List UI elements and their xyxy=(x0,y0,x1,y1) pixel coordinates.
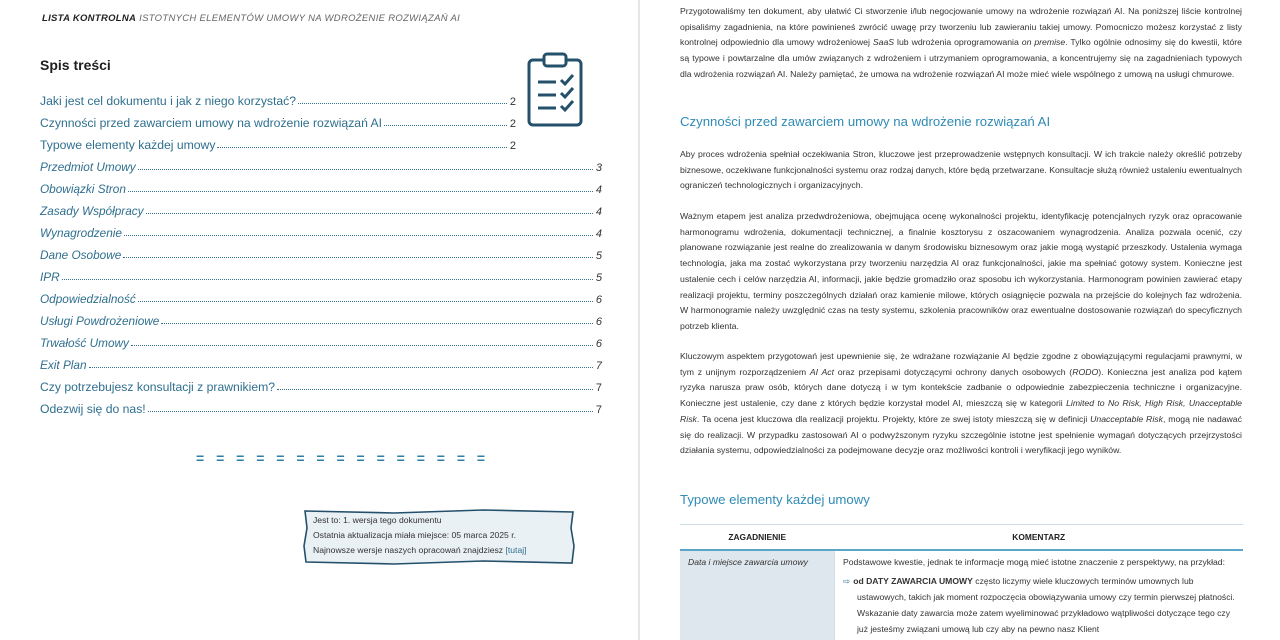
compliance-text-b: oraz przepisami dotyczącymi ochrony danych osobowych ( xyxy=(837,366,1073,377)
toc-leader xyxy=(298,103,507,104)
toc-item-page: 3 xyxy=(595,162,602,174)
toc-item-page: 2 xyxy=(509,140,516,152)
toc-leader xyxy=(148,411,593,412)
toc-leader xyxy=(277,389,593,390)
section-heading-typical-elements: Typowe elementy każdej umowy xyxy=(680,492,870,507)
table-cell-topic: Data i miejsce zawarcia umowy xyxy=(680,550,835,640)
toc-leader xyxy=(62,279,593,280)
toc-item-page: 6 xyxy=(595,316,602,328)
toc-item[interactable] xyxy=(40,372,602,394)
compliance-text-c: ). Konieczna jest analiza pod kątem ryzyka narusza praw osób, których dane dotyczą i w tym kontekście zadbanie o odpowiednie zabezpieczenia techniczne i organizacyjne. Konieczne jest ustalenie, czy dane z których będzie korzystał model AI, mieszczą się w kategorii xyxy=(680,366,1243,409)
intro-text-b: lub wdrożenia oprogramowania xyxy=(897,37,1019,48)
toc-item[interactable] xyxy=(40,350,602,372)
comment-intro: Podstawowe kwestie, jednak te informacje mogą mieć istotne znaczenie z perspektywy, na przykład: xyxy=(843,557,1225,567)
compliance-rodo: RODO xyxy=(1072,366,1099,377)
note-updated: Ostatnia aktualizacja miała miejsce: 05 marca 2025 r. xyxy=(313,530,517,540)
toc-leader xyxy=(124,235,593,236)
toc-item-label: Odpowiedzialność xyxy=(40,292,136,306)
toc-item-label: Przedmiot Umowy xyxy=(40,160,136,174)
page-header xyxy=(42,13,460,24)
toc-item-page: 5 xyxy=(595,272,602,284)
toc-item[interactable] xyxy=(40,306,602,328)
toc-item[interactable] xyxy=(40,328,602,350)
comment-bullet xyxy=(843,573,1235,637)
toc-item-page: 2 xyxy=(509,96,516,108)
compliance-text-e: , mogą nie nadawać się do realizacji. W przypadku zastosowań AI o podwyższonym ryzyku szczególnie istotne jest spełnienie wymagań dotyczących przejrzystości działania systemu, odpowiedzialności za podejmowane decyzje oraz możliwości kontroli i weryfikacji jego wyników. xyxy=(680,413,1242,456)
toc-item-page: 4 xyxy=(595,206,602,218)
bullet-text: często liczymy wiele kluczowych terminów umownych lub ustawowych, takich jak moment rozpoczęcia obowiązywania umowy czy termin pierwszej płatności. Wskazanie daty zawarcia może zatem wyeliminować przykładowo wątpliwości dotyczące tego czy już jesteśmy związani umową lub czy aby na pewno nasz Klient xyxy=(857,576,1235,634)
toc-item[interactable] xyxy=(40,218,602,240)
intro-saas: SaaS xyxy=(872,37,895,48)
compliance-risk-categories: Limited to No Risk, High Risk, Unacceptable Risk xyxy=(680,398,1243,424)
paragraph-consultations: Aby proces wdrożenia spełniał oczekiwania Stron, kluczowe jest przeprowadzenie wstępnych konsultacji. W ich trakcie należy określić potrzeby biznesowe, oczekiwane funkcjonalności systemu oraz rodzaj danych, które będą przetwarzane. Konsultacje służą również ustaleniu ewentualnych ograniczeń technologicznych i organizacyjnych. xyxy=(680,149,1242,191)
toc-leader xyxy=(217,147,506,148)
note-latest-text: Najnowsze wersje naszych opracowań znajdziesz xyxy=(313,545,504,555)
table-of-contents xyxy=(40,86,602,416)
note-latest xyxy=(313,543,527,558)
toc-item-page: 5 xyxy=(595,250,602,262)
intro-onprem: on premise xyxy=(1021,37,1066,48)
toc-leader xyxy=(138,169,593,170)
version-note-box xyxy=(302,508,576,566)
note-link[interactable]: [tutaj] xyxy=(505,545,527,555)
toc-item-page: 7 xyxy=(595,404,602,416)
toc-item-label: Usługi Powdrożeniowe xyxy=(40,314,160,328)
toc-leader xyxy=(138,301,593,302)
toc-item[interactable] xyxy=(40,240,602,262)
toc-item-page: 6 xyxy=(595,338,602,350)
arrow-right-icon: ⇨ xyxy=(843,576,851,586)
elements-table xyxy=(680,524,1243,640)
bullet-bold: od DATY ZAWARCIA UMOWY xyxy=(853,576,973,586)
toc-item-page: 2 xyxy=(509,118,516,130)
table-header-row xyxy=(680,525,1243,551)
decorative-separator: = = = = = = = = = = = = = = = xyxy=(196,450,490,466)
toc-item-label: Zasady Współpracy xyxy=(40,204,144,218)
compliance-ai-act: AI Act xyxy=(809,366,835,377)
toc-item-label: Wynagrodzenie xyxy=(40,226,122,240)
note-version: Jest to: 1. wersja tego dokumentu xyxy=(313,515,442,525)
toc-item[interactable] xyxy=(40,130,516,152)
compliance-text-a: Kluczowym aspektem przygotowań jest upewnienie się, że wdrażane rozwiązanie AI będzie zgodne z obowiązującymi regulacjami prawnymi, w tym z unijnym rozporządzeniem xyxy=(680,351,1242,377)
toc-item-label: IPR xyxy=(40,270,60,284)
table-cell-comment xyxy=(835,550,1244,640)
toc-item-label: Typowe elementy każdej umowy xyxy=(40,138,216,152)
column-header-topic: ZAGADNIENIE xyxy=(680,525,835,551)
table-row xyxy=(680,550,1243,640)
intro-paragraph xyxy=(680,4,1242,83)
toc-leader xyxy=(89,367,593,368)
toc-item[interactable] xyxy=(40,86,516,108)
document-page-right xyxy=(640,0,1280,640)
toc-item-label: Exit Plan xyxy=(40,358,87,372)
toc-leader xyxy=(123,257,593,258)
paragraph-analysis: Ważnym etapem jest analiza przedwdrożeniowa, obejmująca ocenę wykonalności projektu, identyfikację potencjalnych ryzyk oraz opracowanie harmonogramu wdrożenia, dokumentacji technicznej, a finalnie kosztorysu z oszacowaniem wynagrodzenia. Analiza pozwala ocenić, czy planowane rozwiązanie jest realne do zrealizowania w danym środowisku biznesowym oraz jakie mogą wystąpić przeszkody. Ustalenia wymaga technologia, jaka ma zostać wykorzystana przy tworzeniu narzędzia AI oraz funkcjonalności, jakie ma spełniać gotowy system. Konieczne jest ustalenie cech i celów narzędzia AI, informacji, jakie będzie gromadziło oraz sposobu ich wykorzystania. Harmonogram powinien zawierać etapy realizacji projektu, terminy poszczególnych działań oraz kamienie milowe, których osiągnięcie pozwala na przejście do kolejnych faz wdrożenia. W harmonogramie należy uwzględnić czas na testy systemu, szkolenia pracowników oraz ewentualne dostosowanie rozwiązań do specyficznych potrzeb klienta. xyxy=(680,211,1242,331)
toc-item[interactable] xyxy=(40,196,602,218)
document-page-left xyxy=(0,0,639,640)
header-bold: LISTA KONTROLNA xyxy=(42,13,137,24)
toc-item-page: 4 xyxy=(595,228,602,240)
toc-item-label: Czynności przed zawarciem umowy na wdrożenie rozwiązań AI xyxy=(40,116,383,130)
toc-item[interactable] xyxy=(40,108,516,130)
toc-leader xyxy=(384,125,507,126)
compliance-unacceptable: Unacceptable Risk xyxy=(1090,413,1163,424)
toc-item-label: Obowiązki Stron xyxy=(40,182,126,196)
section-heading-pre-contract: Czynności przed zawarciem umowy na wdrożenie rozwiązań AI xyxy=(680,114,1051,129)
toc-item-label: Jaki jest cel dokumentu i jak z niego korzystać? xyxy=(40,94,297,108)
compliance-text-d: . Ta ocena jest kluczowa dla realizacji projektu. Projekty, które ze swej istoty mieszczą się w definicji xyxy=(696,413,1088,424)
intro-text-c: . Tylko ogólnie odnosimy się do kwestii, które są typowe i powtarzalne dla umów związanych z wdrożeniem i utrzymaniem oprogramowania, a koncentrujemy się na zagadnieniach typowych dla wdrożenia rozwiązań AI. Należy pamiętać, że umowa na wdrożenie rozwiązań AI może mieć wiele wspólnego z umową na usługi chmurowe. xyxy=(680,37,1243,79)
toc-item[interactable] xyxy=(40,174,602,196)
toc-item[interactable] xyxy=(40,262,602,284)
intro-text-a: Przygotowaliśmy ten dokument, aby ułatwić Ci stworzenie i/lub negocjowanie umowy na wdrożenie rozwiązań AI. Na poniższej liście kontrolnej opisaliśmy zagadnienia, na które powinieneś zwrócić uwagę przy tworzeniu lub zawieraniu takiej umowy. Pomocniczo możesz korzystać z listy kontrolnej odpowiednio dla umowy wdrożeniowej xyxy=(680,6,1242,48)
toc-item-page: 7 xyxy=(595,382,602,394)
toc-item-page: 7 xyxy=(595,360,602,372)
paragraph-compliance xyxy=(680,349,1242,459)
toc-item[interactable] xyxy=(40,284,602,306)
toc-leader xyxy=(146,213,593,214)
toc-item-label: Dane Osobowe xyxy=(40,248,122,262)
toc-item[interactable] xyxy=(40,152,602,174)
toc-leader xyxy=(128,191,593,192)
toc-item-label: Czy potrzebujesz konsultacji z prawnikiem? xyxy=(40,380,276,394)
toc-leader xyxy=(131,345,593,346)
header-rest: ISTOTNYCH ELEMENTÓW UMOWY NA WDROŻENIE ROZWIĄZAŃ AI xyxy=(139,13,461,24)
toc-leader xyxy=(161,323,593,324)
toc-item[interactable] xyxy=(40,394,602,416)
toc-item-label: Trwałość Umowy xyxy=(40,336,129,350)
toc-item-page: 4 xyxy=(595,184,602,196)
toc-title: Spis treści xyxy=(40,57,111,73)
toc-item-page: 6 xyxy=(595,294,602,306)
toc-item-label: Odezwij się do nas! xyxy=(40,402,146,416)
column-header-comment: KOMENTARZ xyxy=(835,525,1244,551)
